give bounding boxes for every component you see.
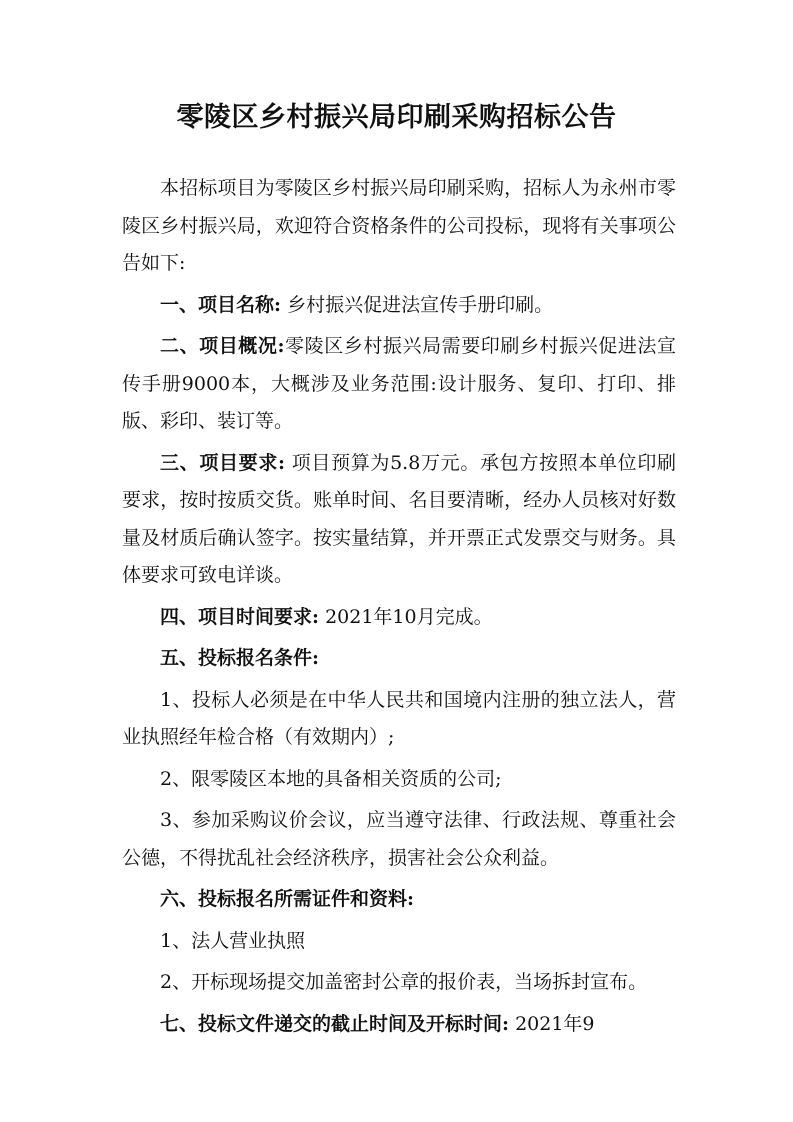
section-text: 乡村振兴促进法宣传手册印刷。 — [287, 293, 554, 316]
section-heading: 一、项目名称: — [160, 293, 282, 316]
section-project-timeline — [122, 599, 676, 637]
section-text: 零陵区乡村振兴局需要印刷乡村振兴促进法宣传手册9000本，大概涉及业务范围:设计服务、复印、打印、排版、彩印、装订等。 — [122, 335, 676, 432]
list-item: 2、开标现场提交加盖密封公章的报价表，当场拆封宣布。 — [160, 971, 648, 993]
list-item: 1、投标人必须是在中华人民共和国境内注册的独立法人，营业执照经年检合格（有效期内）; — [122, 688, 676, 748]
section-heading: 二、项目概况: — [160, 335, 285, 357]
intro-paragraph: 本招标项目为零陵区乡村振兴局印刷采购，招标人为永州市零陵区乡村振兴局，欢迎符合资格条件的公司投标，现将有关事项公告如下: — [122, 177, 676, 274]
list-item: 1、法人营业执照 — [160, 929, 306, 952]
list-item: 2、限零陵区本地的具备相关资质的公司; — [160, 767, 502, 790]
section-text: 2021年9 — [515, 1012, 595, 1035]
page-title: 零陵区乡村振兴局印刷采购招标公告 — [176, 102, 617, 133]
section-text: 项目预算为5.8万元。承包方按照本单位印刷要求，按时按质交货。账单时间、名目要清晰，经办人员核对好数量及材质后确认签字。按实量结算，并开票正式发票交与财务。具体要求可致电详谈。 — [122, 451, 677, 586]
section-heading: 七、投标文件递交的截止时间及开标时间: — [160, 1012, 510, 1035]
section-heading: 三、项目要求: — [160, 451, 286, 474]
document-body — [122, 170, 676, 1043]
section-project-overview — [122, 328, 676, 441]
section-bid-conditions-heading: 五、投标报名条件: — [160, 647, 320, 669]
section-heading: 四、项目时间要求: — [160, 605, 320, 628]
list-item: 3、参加采购议价会议，应当遵守法律、行政法规、尊重社会公德，不得扰乱社会经济秩序，损害社会公众利益。 — [122, 809, 676, 869]
section-deadline — [122, 1006, 676, 1044]
section-project-name — [122, 287, 676, 325]
section-text: 2021年10月完成。 — [325, 605, 493, 628]
section-required-documents-heading: 六、投标报名所需证件和资料: — [160, 888, 415, 910]
section-project-requirements — [122, 445, 676, 595]
